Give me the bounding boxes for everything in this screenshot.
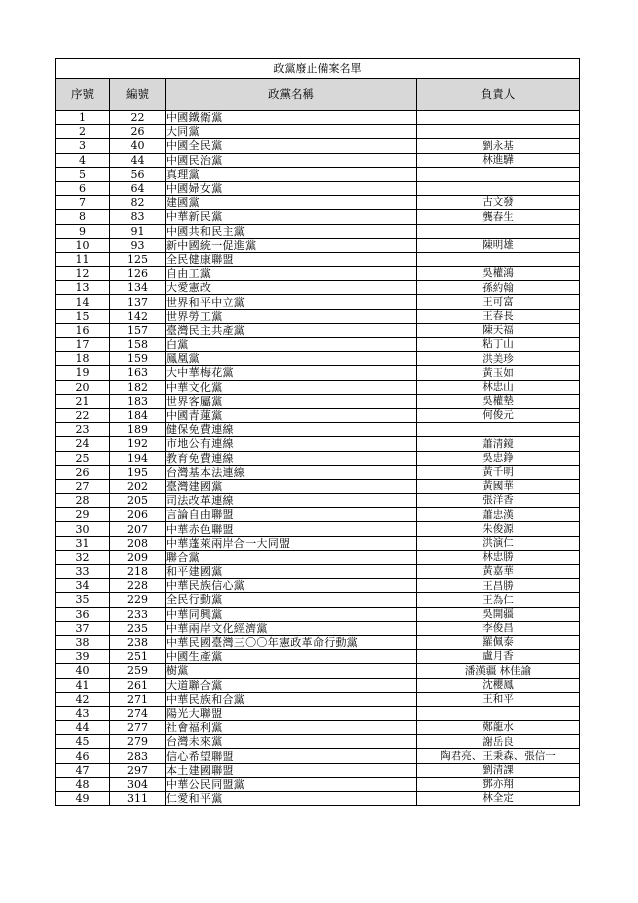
row-number: 194 <box>110 451 166 465</box>
row-number: 134 <box>110 281 166 295</box>
row-party-name: 中華新民黨 <box>166 210 417 224</box>
row-number: 261 <box>110 678 166 692</box>
row-number: 209 <box>110 550 166 564</box>
row-seq: 5 <box>56 167 110 181</box>
row-party-name: 中華公民同盟黨 <box>166 777 417 791</box>
row-seq: 8 <box>56 210 110 224</box>
row-party-name: 大道聯合黨 <box>166 678 417 692</box>
header-party-name: 政黨名稱 <box>166 79 417 111</box>
party-revocation-table <box>55 58 580 806</box>
row-number: 126 <box>110 267 166 281</box>
row-party-name: 司法改革連線 <box>166 494 417 508</box>
table-row <box>56 550 580 564</box>
row-leader: 林進驊 <box>417 153 580 167</box>
row-leader: 鄭龍水 <box>417 721 580 735</box>
row-leader: 孫約翰 <box>417 281 580 295</box>
row-leader: 李俊昌 <box>417 621 580 635</box>
row-seq: 34 <box>56 579 110 593</box>
row-leader: 羅佩泰 <box>417 635 580 649</box>
row-leader: 何俊元 <box>417 408 580 422</box>
row-party-name: 大同黨 <box>166 125 417 139</box>
row-number: 229 <box>110 593 166 607</box>
row-number: 235 <box>110 621 166 635</box>
row-party-name: 真理黨 <box>166 167 417 181</box>
row-party-name: 言論自由聯盟 <box>166 508 417 522</box>
row-leader: 王昌勝 <box>417 579 580 593</box>
table-row <box>56 181 580 195</box>
row-party-name: 中國生產黨 <box>166 650 417 664</box>
row-number: 208 <box>110 536 166 550</box>
row-party-name: 健保免費連線 <box>166 423 417 437</box>
row-party-name: 大中華梅花黨 <box>166 366 417 380</box>
row-party-name: 鳳凰黨 <box>166 352 417 366</box>
table-row <box>56 536 580 550</box>
row-party-name: 中華民族信心黨 <box>166 579 417 593</box>
row-party-name: 中華文化黨 <box>166 380 417 394</box>
row-party-name: 世界客屬黨 <box>166 394 417 408</box>
row-party-name: 聯合黨 <box>166 550 417 564</box>
row-leader: 沈櫻鳳 <box>417 678 580 692</box>
row-number: 205 <box>110 494 166 508</box>
row-seq: 46 <box>56 749 110 763</box>
table-row <box>56 309 580 323</box>
row-seq: 23 <box>56 423 110 437</box>
table-row <box>56 167 580 181</box>
row-seq: 44 <box>56 721 110 735</box>
row-leader: 吳權墊 <box>417 394 580 408</box>
table-row <box>56 479 580 493</box>
row-party-name: 中華同興黨 <box>166 607 417 621</box>
row-number: 277 <box>110 721 166 735</box>
row-number: 82 <box>110 196 166 210</box>
row-number: 271 <box>110 692 166 706</box>
row-seq: 33 <box>56 565 110 579</box>
row-number: 251 <box>110 650 166 664</box>
row-party-name: 自由工黨 <box>166 267 417 281</box>
row-party-name: 信心希望聯盟 <box>166 749 417 763</box>
row-number: 142 <box>110 309 166 323</box>
row-leader: 王和平 <box>417 692 580 706</box>
row-seq: 1 <box>56 111 110 125</box>
row-leader: 黃國華 <box>417 479 580 493</box>
header-number: 編號 <box>110 79 166 111</box>
row-party-name: 臺灣民主共產黨 <box>166 323 417 337</box>
row-party-name: 中國婦女黨 <box>166 181 417 195</box>
row-seq: 15 <box>56 309 110 323</box>
row-leader: 陳天福 <box>417 323 580 337</box>
table-row <box>56 352 580 366</box>
row-party-name: 台灣基本法連線 <box>166 465 417 479</box>
row-number: 137 <box>110 295 166 309</box>
row-seq: 26 <box>56 465 110 479</box>
row-party-name: 大愛憲改 <box>166 281 417 295</box>
row-seq: 36 <box>56 607 110 621</box>
row-number: 206 <box>110 508 166 522</box>
row-number: 311 <box>110 792 166 806</box>
row-seq: 18 <box>56 352 110 366</box>
table-row <box>56 692 580 706</box>
row-leader: 黃玉如 <box>417 366 580 380</box>
row-number: 163 <box>110 366 166 380</box>
row-seq: 37 <box>56 621 110 635</box>
row-seq: 40 <box>56 664 110 678</box>
row-leader: 王為仁 <box>417 593 580 607</box>
table-row <box>56 508 580 522</box>
row-seq: 29 <box>56 508 110 522</box>
row-leader <box>417 252 580 266</box>
row-party-name: 世界勞工黨 <box>166 309 417 323</box>
row-seq: 9 <box>56 224 110 238</box>
table-row <box>56 565 580 579</box>
row-seq: 6 <box>56 181 110 195</box>
table-header-row <box>56 79 580 111</box>
row-party-name: 本土建國聯盟 <box>166 763 417 777</box>
row-party-name: 和平建國黨 <box>166 565 417 579</box>
table-row <box>56 607 580 621</box>
row-leader: 林忠勝 <box>417 550 580 564</box>
row-leader: 蕭清鏡 <box>417 437 580 451</box>
table-row <box>56 125 580 139</box>
row-party-name: 全民健康聯盟 <box>166 252 417 266</box>
row-party-name: 建國黨 <box>166 196 417 210</box>
row-party-name: 陽光大聯盟 <box>166 706 417 720</box>
table-row <box>56 579 580 593</box>
row-seq: 30 <box>56 522 110 536</box>
row-party-name: 台灣未來黨 <box>166 735 417 749</box>
row-number: 22 <box>110 111 166 125</box>
row-number: 64 <box>110 181 166 195</box>
table-row <box>56 338 580 352</box>
row-party-name: 中國青蓮黨 <box>166 408 417 422</box>
row-leader: 陳明雄 <box>417 238 580 252</box>
table-row <box>56 408 580 422</box>
row-seq: 31 <box>56 536 110 550</box>
row-number: 304 <box>110 777 166 791</box>
row-leader: 吳開疆 <box>417 607 580 621</box>
row-leader <box>417 125 580 139</box>
row-seq: 32 <box>56 550 110 564</box>
row-seq: 27 <box>56 479 110 493</box>
row-number: 297 <box>110 763 166 777</box>
row-party-name: 中國共和民主黨 <box>166 224 417 238</box>
row-party-name: 中華民族和合黨 <box>166 692 417 706</box>
row-seq: 28 <box>56 494 110 508</box>
table-row <box>56 394 580 408</box>
row-leader: 洪演仁 <box>417 536 580 550</box>
table-row <box>56 281 580 295</box>
row-leader: 粘丁山 <box>417 338 580 352</box>
row-leader <box>417 423 580 437</box>
row-seq: 19 <box>56 366 110 380</box>
row-party-name: 中華蓬萊兩岸合一大同盟 <box>166 536 417 550</box>
table-row <box>56 522 580 536</box>
row-party-name: 新中國統一促進黨 <box>166 238 417 252</box>
table-row <box>56 763 580 777</box>
row-leader: 龔春生 <box>417 210 580 224</box>
row-seq: 24 <box>56 437 110 451</box>
row-number: 233 <box>110 607 166 621</box>
table-row <box>56 792 580 806</box>
row-leader <box>417 111 580 125</box>
row-number: 93 <box>110 238 166 252</box>
row-leader: 謝岳良 <box>417 735 580 749</box>
table-row <box>56 621 580 635</box>
row-leader <box>417 706 580 720</box>
row-leader: 黃千明 <box>417 465 580 479</box>
row-seq: 41 <box>56 678 110 692</box>
row-number: 228 <box>110 579 166 593</box>
row-leader: 鄧亦翔 <box>417 777 580 791</box>
row-leader: 朱俊源 <box>417 522 580 536</box>
row-seq: 13 <box>56 281 110 295</box>
row-leader <box>417 224 580 238</box>
row-leader <box>417 167 580 181</box>
row-number: 40 <box>110 139 166 153</box>
table-row <box>56 650 580 664</box>
row-number: 283 <box>110 749 166 763</box>
row-number: 91 <box>110 224 166 238</box>
row-party-name: 教育免費連線 <box>166 451 417 465</box>
table-row <box>56 593 580 607</box>
row-number: 279 <box>110 735 166 749</box>
row-leader: 蕭忠漢 <box>417 508 580 522</box>
row-seq: 21 <box>56 394 110 408</box>
row-number: 125 <box>110 252 166 266</box>
table-row <box>56 238 580 252</box>
row-leader: 劉永基 <box>417 139 580 153</box>
table-row <box>56 749 580 763</box>
row-leader: 王可富 <box>417 295 580 309</box>
row-leader: 張洋香 <box>417 494 580 508</box>
table-row <box>56 465 580 479</box>
row-party-name: 白黨 <box>166 338 417 352</box>
row-party-name: 樹黨 <box>166 664 417 678</box>
row-number: 238 <box>110 635 166 649</box>
row-number: 157 <box>110 323 166 337</box>
row-party-name: 仁愛和平黨 <box>166 792 417 806</box>
table-title-row <box>56 59 580 79</box>
row-party-name: 中華民國臺灣三〇〇年憲政革命行動黨 <box>166 635 417 649</box>
row-party-name: 中國民治黨 <box>166 153 417 167</box>
row-leader: 洪美珍 <box>417 352 580 366</box>
table-row <box>56 721 580 735</box>
row-leader: 吳忠錚 <box>417 451 580 465</box>
row-party-name: 社會福利黨 <box>166 721 417 735</box>
row-seq: 7 <box>56 196 110 210</box>
table-row <box>56 437 580 451</box>
row-seq: 16 <box>56 323 110 337</box>
row-number: 189 <box>110 423 166 437</box>
table-row <box>56 494 580 508</box>
row-party-name: 中國全民黨 <box>166 139 417 153</box>
table-row <box>56 777 580 791</box>
table-body <box>56 111 580 806</box>
row-party-name: 臺灣建國黨 <box>166 479 417 493</box>
header-leader: 負責人 <box>417 79 580 111</box>
row-number: 158 <box>110 338 166 352</box>
row-leader: 潘漢疆 林佳諭 <box>417 664 580 678</box>
row-number: 182 <box>110 380 166 394</box>
row-party-name: 中華赤色聯盟 <box>166 522 417 536</box>
row-party-name: 中華兩岸文化經濟黨 <box>166 621 417 635</box>
table-row <box>56 210 580 224</box>
table-row <box>56 635 580 649</box>
table-row <box>56 366 580 380</box>
row-leader: 陶君亮、王秉森、張信一 <box>417 749 580 763</box>
table-row <box>56 678 580 692</box>
row-seq: 22 <box>56 408 110 422</box>
row-leader: 黃嘉華 <box>417 565 580 579</box>
row-seq: 4 <box>56 153 110 167</box>
row-number: 192 <box>110 437 166 451</box>
row-number: 183 <box>110 394 166 408</box>
table-row <box>56 267 580 281</box>
row-party-name: 中國鐵衛黨 <box>166 111 417 125</box>
row-seq: 20 <box>56 380 110 394</box>
row-seq: 43 <box>56 706 110 720</box>
row-number: 218 <box>110 565 166 579</box>
row-seq: 2 <box>56 125 110 139</box>
row-seq: 10 <box>56 238 110 252</box>
table-row <box>56 153 580 167</box>
row-party-name: 市地公有連線 <box>166 437 417 451</box>
row-seq: 38 <box>56 635 110 649</box>
table-row <box>56 252 580 266</box>
row-seq: 48 <box>56 777 110 791</box>
header-seq: 序號 <box>56 79 110 111</box>
row-number: 202 <box>110 479 166 493</box>
row-leader: 盧月香 <box>417 650 580 664</box>
row-leader <box>417 181 580 195</box>
row-leader: 劉清課 <box>417 763 580 777</box>
row-seq: 49 <box>56 792 110 806</box>
table-row <box>56 224 580 238</box>
table-row <box>56 323 580 337</box>
row-number: 44 <box>110 153 166 167</box>
row-number: 26 <box>110 125 166 139</box>
table-row <box>56 380 580 394</box>
table-row <box>56 706 580 720</box>
table-row <box>56 735 580 749</box>
row-number: 274 <box>110 706 166 720</box>
row-seq: 42 <box>56 692 110 706</box>
table-title: 政黨廢止備案名單 <box>56 59 580 79</box>
row-leader: 林忠山 <box>417 380 580 394</box>
row-number: 184 <box>110 408 166 422</box>
row-seq: 3 <box>56 139 110 153</box>
row-number: 83 <box>110 210 166 224</box>
row-number: 159 <box>110 352 166 366</box>
row-seq: 11 <box>56 252 110 266</box>
table-row <box>56 664 580 678</box>
table-row <box>56 139 580 153</box>
row-leader: 王春長 <box>417 309 580 323</box>
row-leader: 古文發 <box>417 196 580 210</box>
table-row <box>56 451 580 465</box>
table-row <box>56 423 580 437</box>
row-number: 259 <box>110 664 166 678</box>
row-seq: 25 <box>56 451 110 465</box>
row-number: 195 <box>110 465 166 479</box>
row-party-name: 世界和平中立黨 <box>166 295 417 309</box>
row-seq: 17 <box>56 338 110 352</box>
row-number: 207 <box>110 522 166 536</box>
row-seq: 45 <box>56 735 110 749</box>
row-leader: 吳權鴻 <box>417 267 580 281</box>
table-row <box>56 295 580 309</box>
table-row <box>56 111 580 125</box>
row-seq: 47 <box>56 763 110 777</box>
row-leader: 林全定 <box>417 792 580 806</box>
row-seq: 35 <box>56 593 110 607</box>
row-seq: 12 <box>56 267 110 281</box>
row-seq: 39 <box>56 650 110 664</box>
row-party-name: 全民行動黨 <box>166 593 417 607</box>
table-row <box>56 196 580 210</box>
row-seq: 14 <box>56 295 110 309</box>
row-number: 56 <box>110 167 166 181</box>
